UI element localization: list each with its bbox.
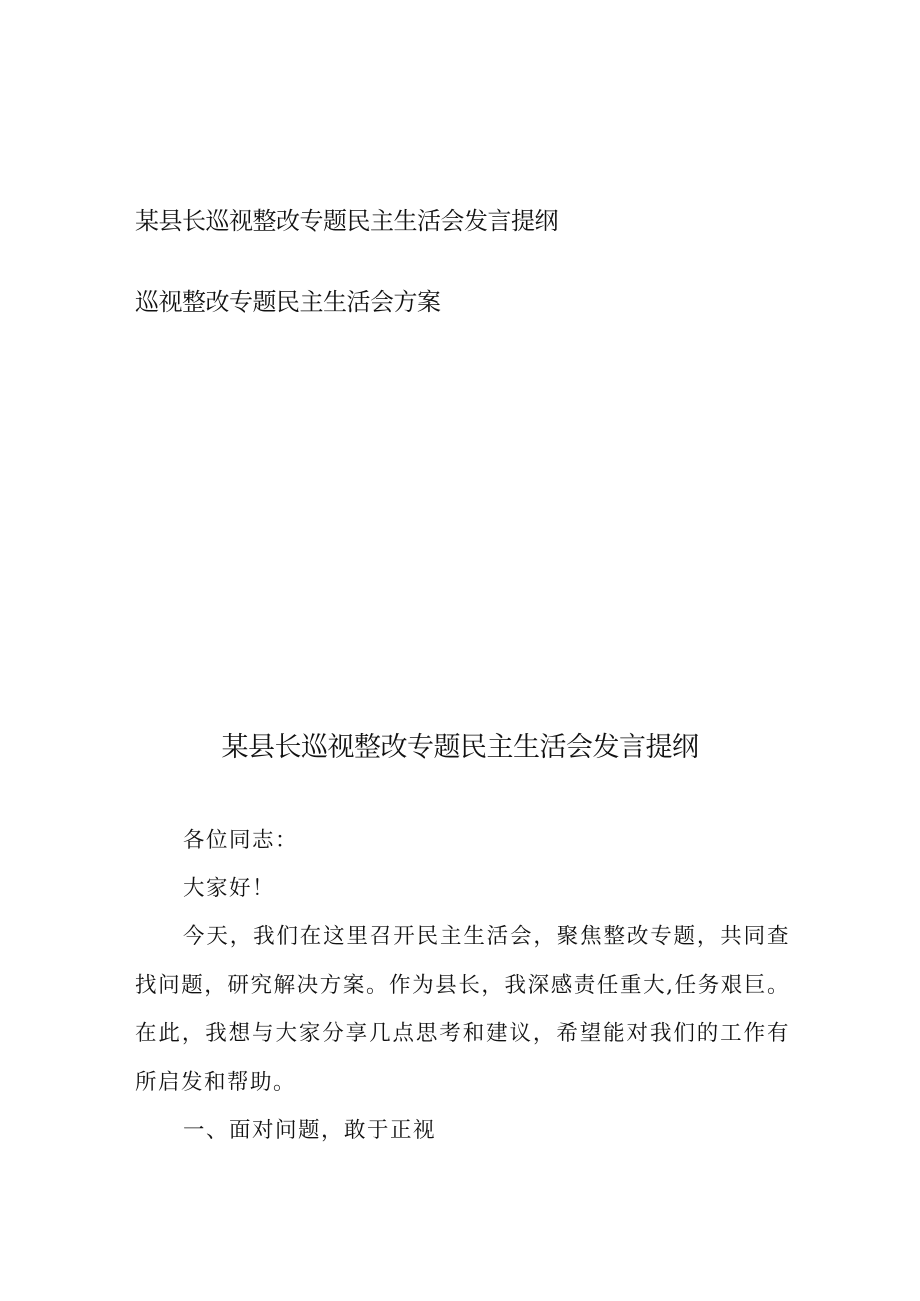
body-paragraph: 今天，我们在这里召开民主生活会，聚焦整改专题，共同查找问题，研究解决方案。作为县长，我深感责任重大,任务艰巨。在此，我想与大家分享几点思考和建议，希望能对我们的工作有所启发和帮助。	[135, 924, 790, 1095]
toc-item-meeting-plan[interactable]: 巡视整改专题民主生活会方案	[135, 288, 441, 316]
salutation: 各位同志：	[183, 828, 299, 853]
toc-item-speech-outline[interactable]: 某县长巡视整改专题民主生活会发言提纲	[135, 207, 558, 235]
document-title: 某县长巡视整改专题民主生活会发言提纲	[221, 732, 699, 763]
section-heading: 一、面对问题，敢于正视	[183, 1118, 437, 1143]
greeting: 大家好！	[183, 876, 276, 901]
